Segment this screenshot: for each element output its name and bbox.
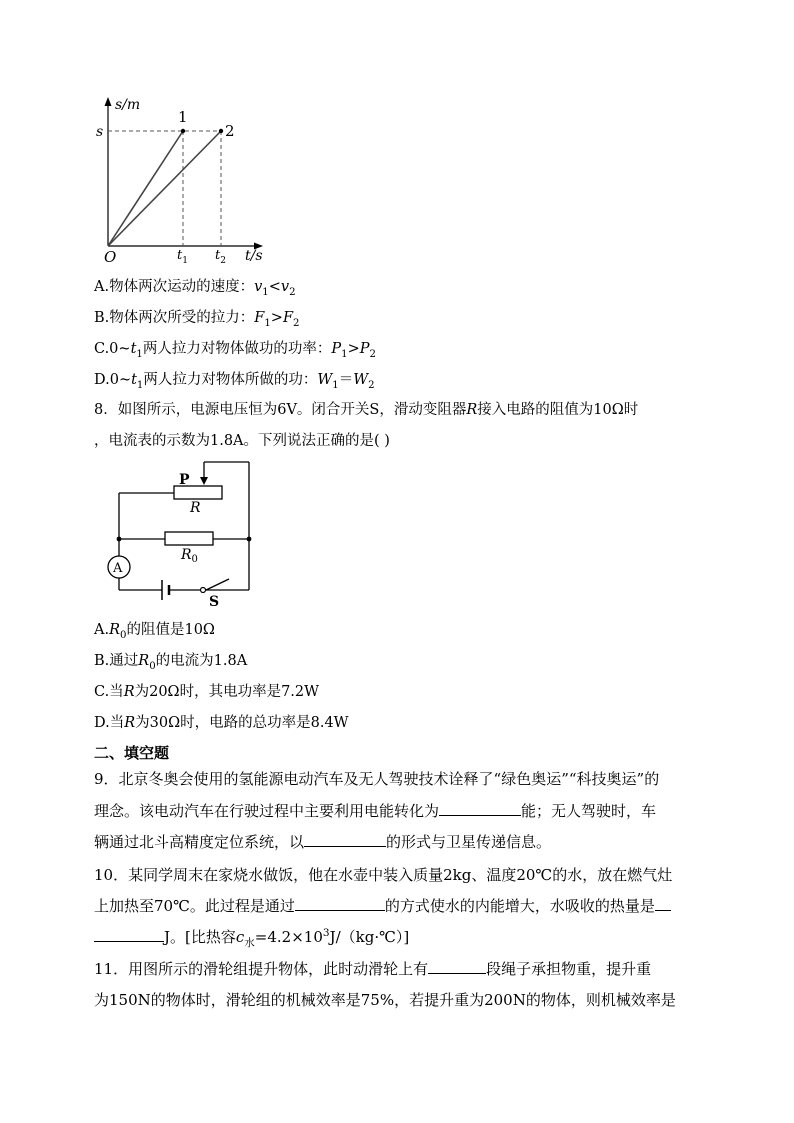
line-1-label: 1	[178, 108, 188, 126]
q10-blank-2[interactable]	[94, 941, 164, 942]
section-title: 二、填空题	[94, 744, 170, 762]
point-2	[219, 129, 223, 133]
q9-blank-2[interactable]	[304, 846, 386, 847]
resistor-r0	[165, 532, 213, 545]
line-2	[108, 131, 221, 246]
slider-p-label: P	[179, 472, 190, 488]
y-axis-arrow	[105, 97, 112, 106]
q8-stem-line1: 8．如图所示，电源电压恒为6V。闭合开关S，滑动变阻器R接入电路的阻值为10Ω时	[94, 402, 639, 418]
q10-line1: 10．某同学周末在家烧水做饭，他在水壶中装入质量2kg、温度20℃的水，放在燃气灶	[94, 866, 673, 884]
ammeter-label: A	[113, 561, 123, 576]
q10-blank-2-start[interactable]	[655, 910, 671, 911]
switch-s-label: S	[209, 594, 220, 607]
q9-line2: 理念。该电动汽车在行驶过程中主要利用电能转化为 能；无人驾驶时，车	[94, 802, 657, 820]
point-1	[181, 129, 185, 133]
t2-label: $t_2$	[215, 248, 226, 266]
junction-left	[117, 537, 122, 542]
slider-arrow	[200, 477, 208, 485]
t1-label: $t_1$	[177, 248, 188, 266]
switch-lever	[206, 579, 229, 590]
q9-line1: 9．北京冬奥会使用的氢能源电动汽车及无人驾驶技术诠释了“绿色奥运”“科技奥运”的	[94, 770, 660, 788]
q7-option-d[interactable]: $D.0\sim t_1$两人拉力对物体所做的功：$W_1=W_2$	[94, 372, 375, 391]
line-2-label: 2	[225, 122, 235, 140]
y-axis-label: s/m	[115, 97, 141, 113]
junction-right	[247, 537, 252, 542]
circuit-diagram	[94, 455, 274, 607]
q11-line1: 11．用图所示的滑轮组提升物体，此时动滑轮上有 段绳子承担物重，提升重	[94, 960, 652, 978]
q8-option-d[interactable]: D.当R为30Ω时，电路的总功率是8.4W	[94, 715, 349, 731]
q7-option-b[interactable]: B.物体两次所受的拉力：$F_1>F_2$	[94, 310, 300, 329]
resistor-r0-label: $R_0$	[181, 547, 198, 565]
q10-blank-1[interactable]	[295, 910, 385, 911]
s-label: s	[96, 124, 104, 140]
q9-line3: 辆通过北斗高精度定位系统，以 的形式与卫星传递信息。	[94, 833, 552, 851]
st-graph	[96, 94, 276, 266]
q7-option-a[interactable]: A.物体两次运动的速度：$v_1<v_2$	[94, 279, 296, 298]
rheostat-r-label: R	[190, 500, 201, 516]
q8-option-a[interactable]: $A.R_0$的阻值是10Ω	[94, 622, 215, 641]
q9-blank-1[interactable]	[439, 815, 521, 816]
q10-line3: J。[比热容$c_水=4.2\times 10^3J/(kg\cdot℃)$]	[94, 926, 409, 950]
q11-line2: 为150N的物体时，滑轮组的机械效率是75%，若提升重为200N的物体，则机械效率是	[94, 991, 676, 1009]
origin-label: O	[104, 248, 117, 266]
q10-line2: 上加热至70℃。此过程是通过 的方式使水的内能增大，水吸收的热量是	[94, 895, 671, 916]
q8-stem-line2: ，电流表的示数为1.8A。下列说法正确的是( )	[94, 433, 390, 449]
q11-blank-1[interactable]	[428, 973, 486, 974]
q8-option-b[interactable]: B.通过$R_0$的电流为1.8A	[94, 653, 248, 672]
q8-option-c[interactable]: C.当R为20Ω时，其电功率是7.2W	[94, 684, 320, 700]
switch-contact	[201, 588, 206, 593]
x-axis-label: t/s	[245, 248, 263, 264]
q7-option-c[interactable]: $C.0\sim t_1$两人拉力对物体做功的功率：$P_1>P_2$	[94, 341, 376, 360]
line-1	[108, 131, 183, 246]
